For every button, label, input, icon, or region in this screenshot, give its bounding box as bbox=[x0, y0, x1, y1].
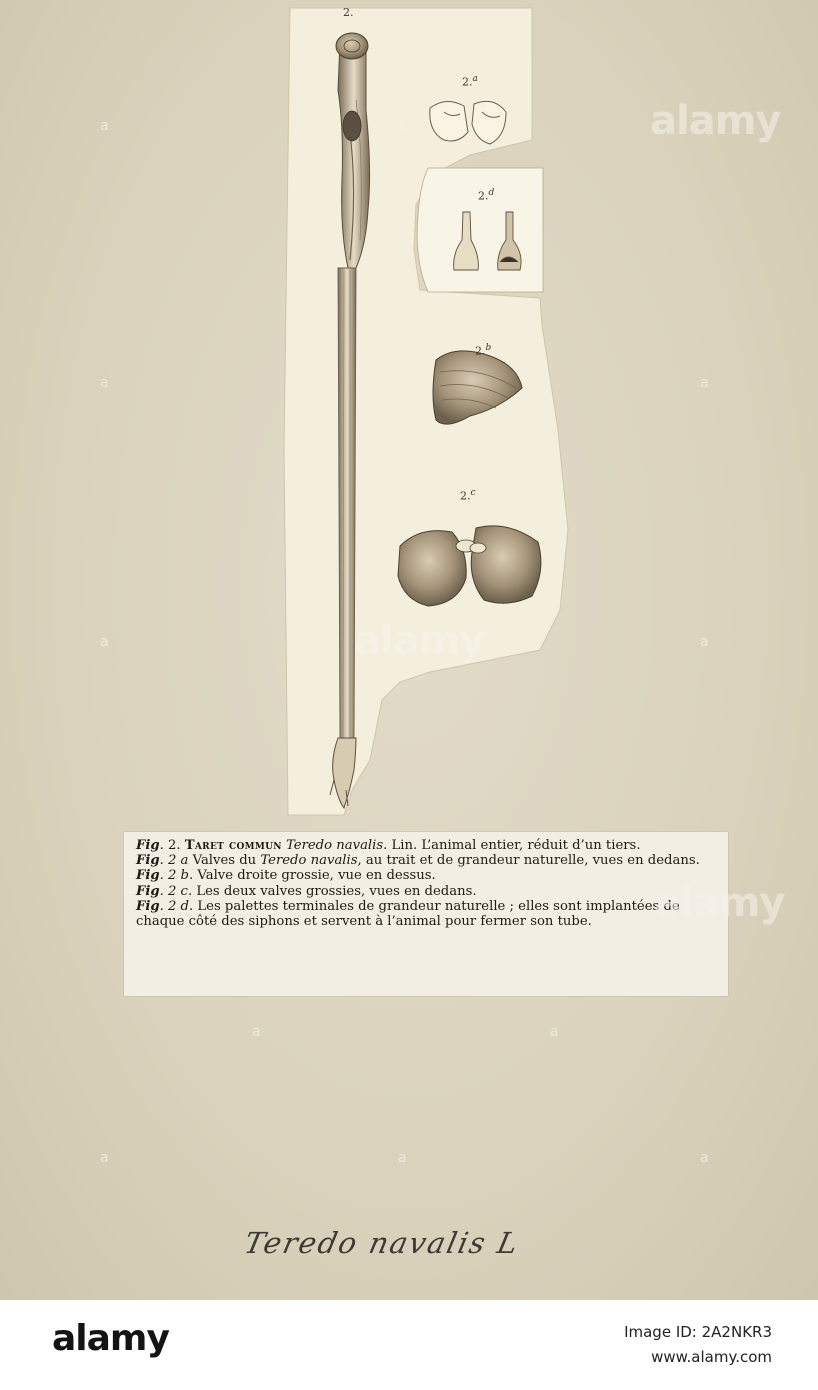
caption-line-fig2d: Fig. 2 d. Les palettes terminales de grandeur naturelle ; elles sont implantées de chaque côté des siphons et servent à l’animal pour fermer son tube. bbox=[136, 898, 680, 930]
site-url-text: www.alamy.com bbox=[651, 1348, 772, 1366]
watermark-dot: a bbox=[100, 634, 109, 650]
fig-2c-label: 2.$^c$ bbox=[460, 488, 476, 503]
alamy-logo: alamy bbox=[52, 1318, 169, 1359]
handwritten-species-name: Teredo navalis L bbox=[241, 1226, 523, 1260]
fig-2a-label: 2.$^a$ bbox=[462, 74, 478, 89]
plate-cutout bbox=[284, 8, 568, 815]
watermark-dot: a bbox=[100, 375, 109, 391]
watermark-dot: a bbox=[100, 118, 109, 134]
fig-2b-label: 2.$^b$ bbox=[475, 343, 492, 358]
watermark-dot: a bbox=[700, 634, 709, 650]
watermark-word: alamy bbox=[354, 618, 485, 664]
image-id-text: Image ID: 2A2NKR3 bbox=[624, 1323, 772, 1341]
stock-footer-bar bbox=[0, 1300, 818, 1390]
watermark-dot: a bbox=[550, 1024, 559, 1040]
watermark-dot: a bbox=[100, 1150, 109, 1166]
inset-2d-box bbox=[417, 168, 543, 292]
watermark-word: alamy bbox=[650, 98, 781, 144]
fig-2-label: 2. bbox=[343, 6, 354, 19]
watermark-word: alamy bbox=[654, 880, 785, 926]
watermark-dot: a bbox=[700, 1150, 709, 1166]
caption-line-fig2: Fig. 2. Taret commun Teredo navalis. Lin. L’animal entier, réduit d’un tiers. bbox=[136, 838, 641, 853]
caption-line-fig2c: Fig. 2 c. Les deux valves grossies, vues en dedans. bbox=[136, 883, 477, 899]
watermark-dot: a bbox=[398, 118, 407, 134]
caption-line-fig2a: Fig. 2 a Valves du Teredo navalis, au trait et de grandeur naturelle, vues en dedans. bbox=[136, 853, 700, 869]
watermark-dot: a bbox=[700, 375, 709, 391]
watermark-dot: a bbox=[398, 1150, 407, 1166]
caption-block bbox=[124, 832, 728, 996]
caption-line-fig2b: Fig. 2 b. Valve droite grossie, vue en dessus. bbox=[136, 868, 436, 884]
image-id-block bbox=[622, 1320, 772, 1370]
fig-2d-label: 2.$^d$ bbox=[478, 188, 495, 203]
watermark-dot: a bbox=[252, 1024, 261, 1040]
